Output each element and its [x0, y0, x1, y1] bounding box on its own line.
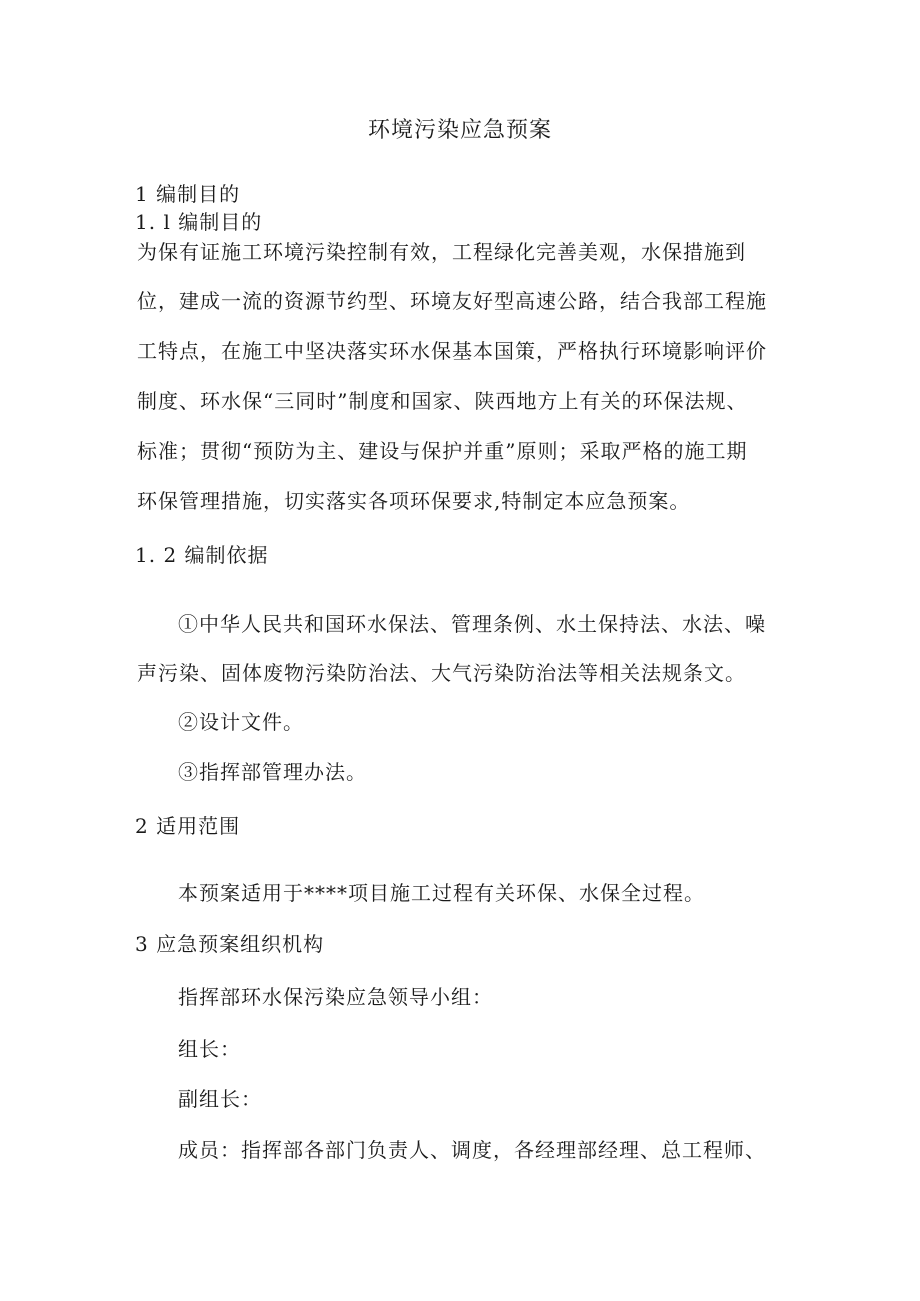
- section-1-2-heading: 1. 2 编制依据: [135, 543, 269, 567]
- paragraph-line: 为保有证施工环境污染控制有效，工程绿化完善美观，水保措施到: [137, 240, 746, 264]
- scope-text: 本预案适用于****项目施工过程有关环保、水保全过程。: [178, 881, 705, 905]
- basis-item: ①中华人民共和国环水保法、管理条例、水土保持法、水法、噪: [178, 612, 766, 636]
- org-line: 指挥部环水保污染应急领导小组：: [178, 985, 493, 1009]
- section-2-heading: 2 适用范围: [135, 814, 241, 838]
- page-title: 环境污染应急预案: [367, 118, 552, 143]
- paragraph-line: 位，建成一流的资源节约型、环境友好型高速公路，结合我部工程施: [137, 289, 767, 313]
- paragraph-line: 环保管理措施，切实落实各项环保要求,特制定本应急预案。: [137, 489, 691, 513]
- org-line: 成员：指挥部各部门负责人、调度，各经理部经理、总工程师、: [178, 1138, 766, 1162]
- paragraph-line: 制度、环水保“三同时”制度和国家、陕西地方上有关的环保法规、: [137, 389, 748, 413]
- paragraph-line: 工特点，在施工中坚决落实环水保基本国策，严格执行环境影响评价: [137, 339, 767, 363]
- section-3-heading: 3 应急预案组织机构: [135, 932, 325, 956]
- basis-item-continuation: 声污染、固体废物污染防治法、大气污染防治法等相关法规条文。: [137, 661, 746, 685]
- basis-item: ③指挥部管理办法。: [178, 760, 367, 784]
- section-1-heading: 1 编制目的: [135, 182, 241, 206]
- section-1-1-heading: 1. l 编制目的: [135, 210, 263, 234]
- paragraph-line: 标准；贯彻“预防为主、建设与保护并重”原则；采取严格的施工期: [137, 439, 748, 463]
- org-line: 组长：: [178, 1037, 241, 1061]
- org-line: 副组长：: [178, 1087, 262, 1111]
- basis-item: ②设计文件。: [178, 710, 304, 734]
